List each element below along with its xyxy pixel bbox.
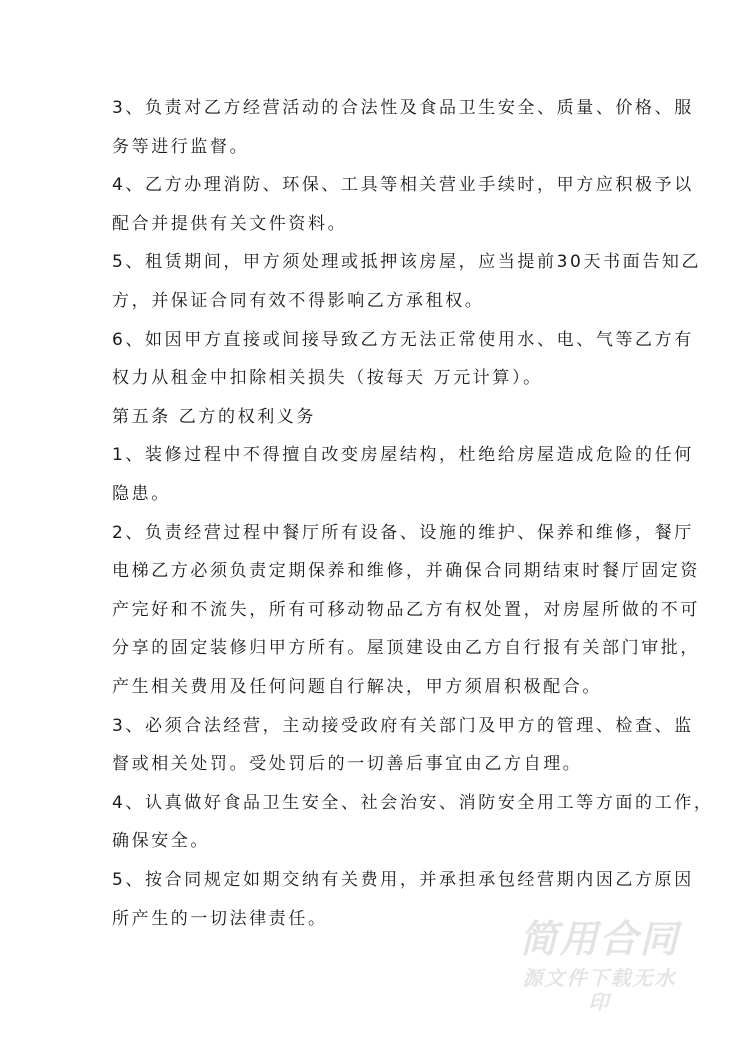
text-line: 确保安全。: [112, 831, 210, 852]
text-line: 2、负责经营过程中餐厅所有设备、设施的维护、保养和维修，餐厅: [112, 522, 694, 543]
text-line: 务等进行监督。: [112, 136, 250, 157]
text-line: 所产生的一切法律责任。: [112, 908, 328, 929]
text-line: 6、如因甲方直接或间接导致乙方无法正常使用水、电、气等乙方有: [112, 329, 694, 350]
watermark-logo: [512, 918, 687, 1014]
text-line: 产完好和不流失，所有可移动物品乙方有权处置，对房屋所做的不可: [112, 599, 700, 620]
text-line: 5、租赁期间，甲方须处理或抵押该房屋，应当提前30天书面告知乙: [112, 252, 702, 273]
text-line: 5、按合同规定如期交纳有关费用，并承担承包经营期内因乙方原因: [112, 870, 694, 890]
text-line: 电梯乙方必须负责定期保养和维修，并确保合同期结束时餐厅固定资: [112, 561, 700, 582]
watermark-title: 简用合同: [519, 917, 680, 961]
text-line: 分享的固定装修归甲方所有。屋顶建设由乙方自行报有关部门审批，: [112, 638, 700, 659]
text-line: 方，并保证合同有效不得影响乙方承租权。: [112, 291, 485, 311]
text-line: 督或相关处罚。受处罚后的一切善后事宜由乙方自理。: [112, 754, 583, 775]
text-line: 3、必须合法经营，主动接受政府有关部门及甲方的管理、检查、监: [112, 715, 694, 736]
text-line: 权力从租金中扣除相关损失（按每天 万元计算）。: [112, 368, 543, 389]
text-line: 隐患。: [112, 484, 171, 504]
section-heading: 第五条 乙方的权利义务: [112, 406, 317, 427]
text-line: 1、装修过程中不得擅自改变房屋结构，杜绝给房屋造成危险的任何: [112, 445, 694, 466]
text-line: 配合并提供有关文件资料。: [112, 213, 348, 234]
text-line: 3、负责对乙方经营活动的合法性及食品卫生安全、质量、价格、服: [112, 98, 694, 118]
watermark-subtitle: 源文件下载无水印: [522, 966, 677, 1014]
text-line: 产生相关费用及任何问题自行解决，甲方须眉积极配合。: [112, 677, 602, 697]
text-line: 4、认真做好食品卫生安全、社会治安、消防安全用工等方面的工作，: [112, 792, 714, 813]
text-line: 4、乙方办理消防、环保、工具等相关营业手续时，甲方应积极予以: [112, 175, 694, 196]
